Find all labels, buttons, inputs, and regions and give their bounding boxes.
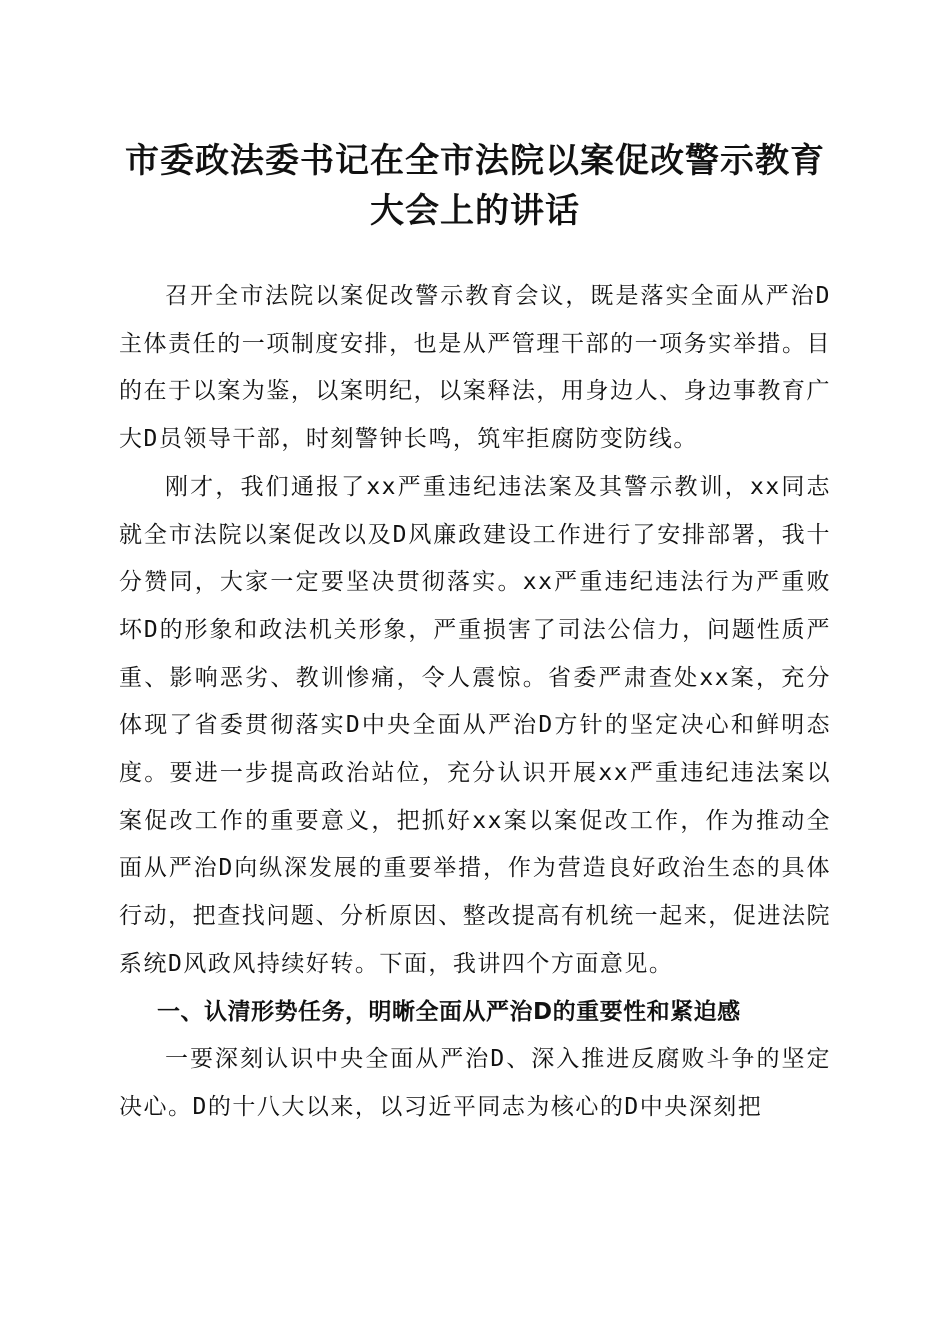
document-title-line-2: 大会上的讲话 <box>370 191 580 231</box>
paragraph-briefing: 刚才，我们通报了xx严重违纪违法案及其警示教训，xx同志就全市法院以案促改以及D风廉政建设工作进行了安排部署，我十分赞同，大家一定要坚决贯彻落实。xx严重违纪违法行为严重败坏D的形象和政法机关形象，严重损害了司法公信力，问题性质严重、影响恶劣、教训惨痛，令人震惊。省委严肃查处xx案，充分体现了省委贯彻落实D中央全面从严治D方针的坚定决心和鲜明态度。要进一步提高政治站位，充分认识开展xx严重违纪违法案以案促改工作的重要意义，把抓好xx案以案促改工作，作为推动全面从严治D向纵深发展的重要举措，作为营造良好政治生态的具体行动，把查找问题、分析原因、整改提高有机统一起来，促进法院系统D风政风持续好转。下面，我讲四个方面意见。 <box>119 473 831 977</box>
paragraph-section-1: 一要深刻认识中央全面从严治D、深入推进反腐败斗争的坚定决心。D的十八大以来，以习近平同志为核心的D中央深刻把 <box>119 1046 831 1120</box>
paragraph-intro: 召开全市法院以案促改警示教育会议，既是落实全面从严治D主体责任的一项制度安排，也是从严管理干部的一项务实举措。目的在于以案为鉴，以案明纪，以案释法，用身边人、身边事教育广大D员领导干部，时刻警钟长鸣，筑牢拒腐防变防线。 <box>119 283 831 453</box>
document-body <box>119 273 831 1132</box>
section-heading-1: 一、认清形势任务，明晰全面从严治D的重要性和紧迫感 <box>157 998 741 1025</box>
document-title-line-1: 市委政法委书记在全市法院以案促改警示教育 <box>125 141 825 181</box>
